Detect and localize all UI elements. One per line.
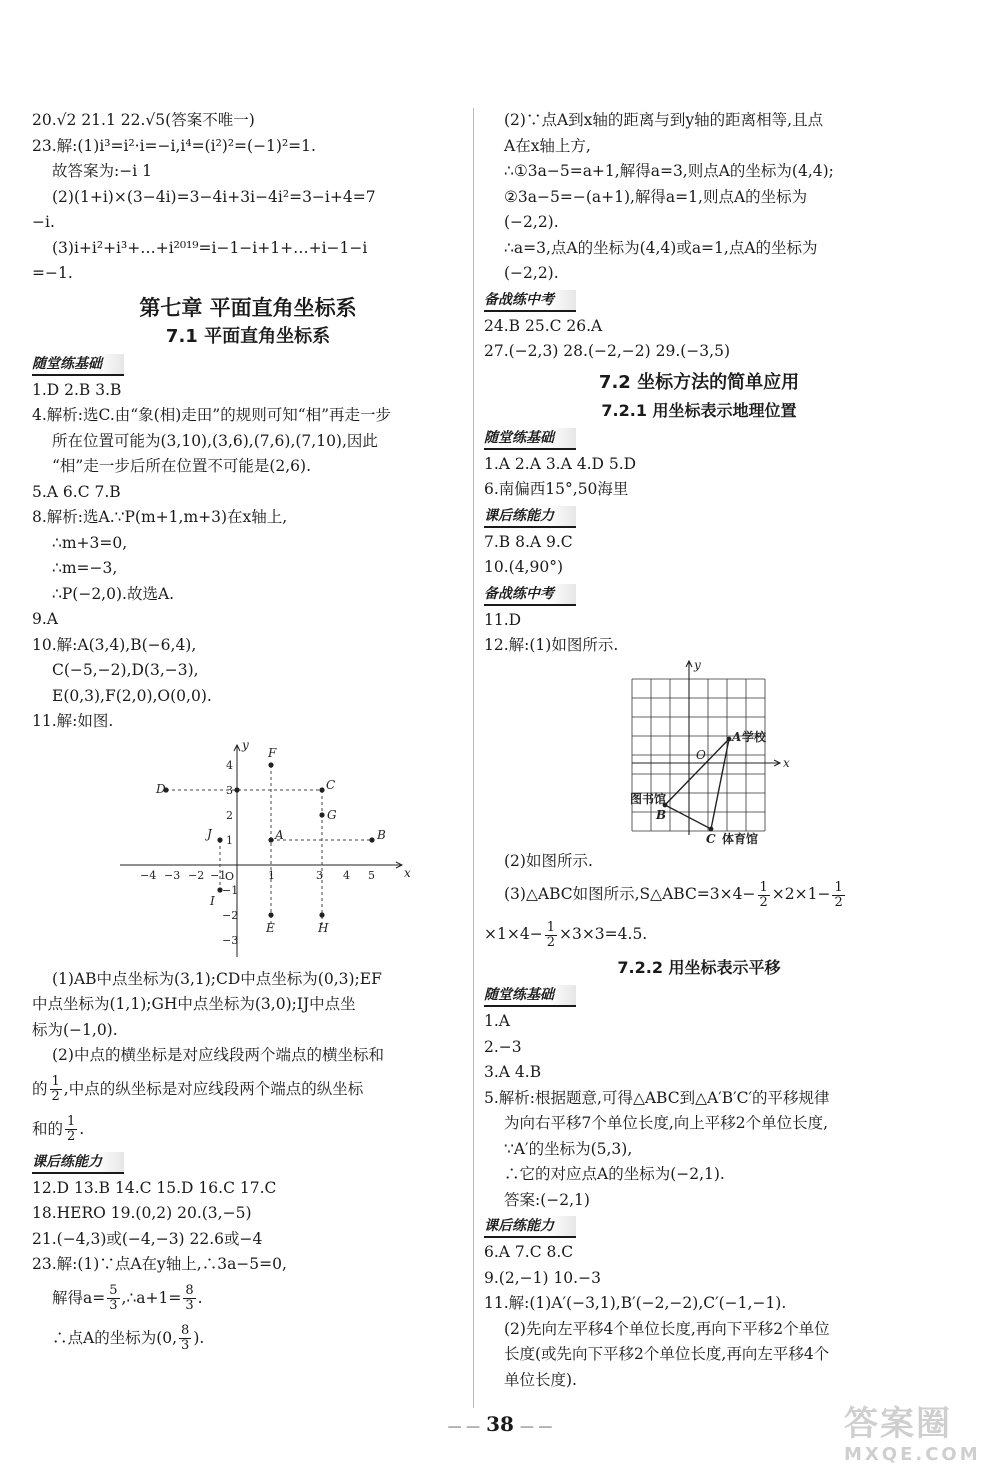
answer-line: 长度(或先向下平移2个单位长度,再向左平移4个 <box>504 1345 830 1363</box>
answer-line: 4.解析:选C.由“象(相)走田”的规则可知“相”再走一步 <box>32 406 392 424</box>
x-tick-label: 5 <box>368 868 375 882</box>
text-run: ). <box>193 1328 205 1347</box>
answer-line: (1)AB中点坐标为(3,1);CD中点坐标为(0,3);EF <box>52 969 382 988</box>
fraction-half <box>832 881 844 910</box>
answer-line: 18.HERO 19.(0,2) 20.(3,−5) <box>32 1204 252 1222</box>
answer-line: ∵A′的坐标为(5,3), <box>504 1139 633 1158</box>
section-tag: 课后练能力 <box>484 1216 576 1238</box>
section-tag: 随堂练基础 <box>484 985 576 1007</box>
point-c <box>319 787 324 792</box>
y-tick-label: 3 <box>226 783 233 797</box>
answer-line: (−2,2). <box>504 213 559 231</box>
decoration: — — <box>519 1419 553 1435</box>
fraction-half <box>50 1075 62 1104</box>
answer-line: 11.D <box>484 610 522 629</box>
answer-line: 21.(−4,3)或(−4,−3) 22.6或−4 <box>32 1229 263 1248</box>
answer-line: =−1. <box>32 264 73 282</box>
x-tick-label: −1 <box>210 868 227 882</box>
answer-line: 23.解:(1)∵点A在y轴上,∴3a−5=0, <box>32 1255 287 1273</box>
answer-line: −i. <box>32 213 55 231</box>
answer-line: “相”走一步后所在位置不可能是(2,6). <box>52 457 312 475</box>
answer-line: 所在位置可能为(3,10),(3,6),(7,6),(7,10),因此 <box>52 431 378 450</box>
watermark-url: MXQE.COM <box>844 1444 981 1465</box>
answer-line: 7.B 8.A 9.C <box>484 532 573 551</box>
subsection-title: 7.2.1 用坐标表示地理位置 <box>601 400 797 420</box>
answer-line: (2)先向左平移4个单位长度,再向下平移2个单位 <box>504 1319 830 1338</box>
point-h <box>319 912 324 917</box>
fraction <box>183 1284 195 1313</box>
answer-line <box>32 1069 464 1109</box>
fraction <box>179 1324 191 1353</box>
column-divider <box>473 108 474 1408</box>
fraction-denominator: 2 <box>546 934 555 950</box>
answer-line: 12.D 13.B 14.C 15.D 16.C 17.C <box>32 1178 277 1197</box>
fraction-denominator: 2 <box>834 894 843 910</box>
watermark-text: 答案圈 <box>844 1404 952 1444</box>
point-c <box>709 826 714 831</box>
answer-line: 标为(−1,0). <box>32 1020 118 1039</box>
answer-line: (2)∵点A到x轴的距离与到y轴的距离相等,且点 <box>504 111 824 129</box>
subsection-title: 7.2.2 用坐标表示平移 <box>617 958 781 977</box>
x-tick-label: −2 <box>188 868 205 882</box>
fraction-denominator: 2 <box>67 1129 76 1144</box>
label-d: D <box>156 781 166 796</box>
page-number-value: 38 <box>486 1412 514 1436</box>
label-gym: 体育馆 <box>722 831 759 846</box>
answer-line: C(−5,−2),D(3,−3), <box>52 661 199 679</box>
text-run: ,∴a+1= <box>121 1288 182 1307</box>
point-e <box>268 912 273 917</box>
label-library: 图书馆 <box>630 791 667 806</box>
point-f <box>268 762 273 767</box>
answer-line: 27.(−2,3) 28.(−2,−2) 29.(−3,5) <box>484 342 730 360</box>
fraction-numerator: 5 <box>109 1283 118 1298</box>
y-tick-label: 2 <box>226 808 233 822</box>
right-column <box>484 108 914 1393</box>
fraction-numerator: 1 <box>759 879 768 895</box>
answer-line: 中点坐标为(1,1);GH中点坐标为(3,0);IJ中点坐 <box>32 995 356 1013</box>
answer-line: 23.解:(1)i³=i²·i=−i,i⁴=(i²)²=(−1)²=1. <box>32 136 316 155</box>
text-run: . <box>197 1288 203 1307</box>
section-title: 7.1 平面直角坐标系 <box>165 325 331 347</box>
answer-line: 3.A 4.B <box>484 1063 542 1081</box>
label-c: C <box>326 777 336 792</box>
y-tick-label: −1 <box>222 883 239 897</box>
answer-line: (3)i+i²+i³+…+i²⁰¹⁹=i−1−i+1+…+i−1−i <box>52 238 368 257</box>
answer-line: 9.(2,−1) 10.−3 <box>484 1268 601 1287</box>
label-f: F <box>268 745 277 760</box>
answer-line: 24.B 25.C 26.A <box>484 316 603 335</box>
text-run: ,中点的纵坐标是对应线段两个端点的纵坐标 <box>63 1079 364 1098</box>
answer-line: 10.解:A(3,4),B(−6,4), <box>32 635 197 654</box>
y-tick-label: 4 <box>226 758 233 772</box>
fraction-denominator: 2 <box>759 894 768 910</box>
answer-line: A在x轴上方, <box>504 136 591 155</box>
point-a <box>268 837 273 842</box>
answer-line: 8.解析:选A.∵P(m+1,m+3)在x轴上, <box>32 508 288 526</box>
answer-line: (2)中点的横坐标是对应线段两个端点的横坐标和 <box>52 1046 384 1064</box>
fraction-half <box>758 881 770 910</box>
map-grid-figure <box>484 659 914 849</box>
watermark-logo <box>844 1404 994 1474</box>
x-tick-label: 1 <box>268 868 275 882</box>
chapter-title: 第七章 平面直角坐标系 <box>139 295 357 320</box>
answer-line: 10.(4,90°) <box>484 558 564 576</box>
fraction-half <box>545 921 557 950</box>
answer-line: 答案:(−2,1) <box>504 1190 590 1209</box>
label-a: A <box>732 729 742 744</box>
y-tick-label: −2 <box>222 908 239 922</box>
fraction-numerator: 8 <box>185 1283 194 1298</box>
text-run: 的 <box>32 1079 48 1098</box>
fraction-denominator: 2 <box>51 1089 60 1104</box>
answer-line: 5.解析:根据题意,可得△ABC到△A′B′C′的平移规律 <box>484 1088 830 1107</box>
answer-line: 6.南偏西15°,50海里 <box>484 480 629 498</box>
answer-line <box>484 874 914 914</box>
origin-label: O <box>225 869 235 883</box>
text-run: . <box>79 1119 85 1138</box>
section-title: 7.2 坐标方法的简单应用 <box>598 371 800 393</box>
section-tag: 备战练中考 <box>484 584 576 606</box>
point-a <box>727 736 732 741</box>
fraction-denominator: 3 <box>185 1298 194 1313</box>
x-tick-label: 3 <box>316 868 323 882</box>
answer-line: ②3a−5=−(a+1),解得a=1,则点A的坐标为 <box>504 187 808 206</box>
label-b: B <box>656 807 667 822</box>
decoration: — — <box>447 1419 481 1435</box>
y-axis-label: y <box>694 658 701 672</box>
fraction-numerator: 1 <box>834 879 843 895</box>
answer-line: E(0,3),F(2,0),O(0,0). <box>52 686 212 705</box>
answer-line: (2)如图所示. <box>504 851 593 870</box>
text-run: ×1×4− <box>484 925 543 943</box>
point-e-axis <box>234 787 239 792</box>
x-tick-label: 4 <box>343 868 350 882</box>
coordinate-figure-1 <box>32 735 464 967</box>
text-run: ×2×1− <box>771 885 831 903</box>
answer-line: ∴m+3=0, <box>52 533 128 552</box>
answer-line: 1.D 2.B 3.B <box>32 380 122 399</box>
answer-line: 11.解:(1)A′(−3,1),B′(−2,−2),C′(−1,−1). <box>484 1294 787 1312</box>
section-tag: 备战练中考 <box>484 290 576 312</box>
answer-line: ∴P(−2,0).故选A. <box>52 584 175 603</box>
answer-line: ∴①3a−5=a+1,解得a=3,则点A的坐标为(4,4); <box>504 162 834 180</box>
left-column <box>32 108 464 1358</box>
section-tag: 随堂练基础 <box>32 354 124 376</box>
y-tick-label: −3 <box>222 933 239 947</box>
answer-line: 5.A 6.C 7.B <box>32 482 121 501</box>
answer-line: 单位长度). <box>504 1370 577 1389</box>
x-axis-label: x <box>404 865 411 880</box>
x-tick-label: −4 <box>140 868 157 882</box>
answer-line: 9.A <box>32 610 58 628</box>
label-g: G <box>327 807 337 822</box>
x-axis-label: x <box>783 755 790 770</box>
point-j <box>217 837 222 842</box>
point-g <box>319 812 324 817</box>
fraction-half <box>65 1115 77 1144</box>
answer-line: 1.A <box>484 1012 510 1030</box>
fraction-numerator: 8 <box>181 1323 190 1338</box>
answer-line: 11.解:如图. <box>32 712 114 730</box>
answer-line: (−2,2). <box>504 264 559 282</box>
answer-line <box>32 1278 464 1318</box>
fraction-numerator: 1 <box>51 1074 60 1089</box>
point-b <box>369 837 374 842</box>
text-run: ×3×3=4.5. <box>558 925 648 943</box>
fraction-numerator: 1 <box>546 919 555 935</box>
answer-line: 20.√2 21.1 22.√5(答案不唯一) <box>32 111 255 129</box>
answer-line: 2.−3 <box>484 1037 522 1056</box>
answer-line: ∴它的对应点A的坐标为(−2,1). <box>504 1165 725 1183</box>
label-b: B <box>377 827 386 842</box>
answer-line: 故答案为:−i 1 <box>52 162 152 180</box>
answer-line: (2)(1+i)×(3−4i)=3−4i+3i−4i²=3−i+4=7 <box>52 187 376 206</box>
text-run: 和的 <box>32 1119 64 1138</box>
label-c: C <box>706 831 716 846</box>
y-axis-label: y <box>242 737 249 752</box>
text-run: ∴点A的坐标为(0, <box>52 1328 178 1347</box>
label-h: H <box>318 920 329 935</box>
answer-line: 12.解:(1)如图所示. <box>484 636 619 654</box>
section-tag: 课后练能力 <box>484 506 576 528</box>
section-tag: 课后练能力 <box>32 1152 124 1174</box>
label-school: 学校 <box>742 729 767 744</box>
label-e: E <box>266 920 275 935</box>
fraction-denominator: 3 <box>109 1298 118 1313</box>
label-j: J <box>207 826 212 841</box>
answer-line <box>32 1109 464 1149</box>
answer-line: ∴m=−3, <box>52 559 118 577</box>
label-a: A <box>275 827 284 842</box>
x-tick-label: −3 <box>164 868 181 882</box>
answer-line: 为向右平移7个单位长度,向上平移2个单位长度, <box>504 1114 829 1132</box>
label-i: I <box>210 893 215 908</box>
text-run: (3)△ABC如图所示,S△ABC=3×4− <box>504 885 756 903</box>
answer-line: 1.A 2.A 3.A 4.D 5.D <box>484 454 637 473</box>
section-tag: 随堂练基础 <box>484 428 576 450</box>
y-tick-label: 1 <box>226 833 233 847</box>
answer-line: ∴a=3,点A的坐标为(4,4)或a=1,点A的坐标为 <box>504 238 818 257</box>
answer-line: 6.A 7.C 8.C <box>484 1243 574 1261</box>
fraction-numerator: 1 <box>67 1114 76 1129</box>
text-run: 解得a= <box>52 1288 106 1307</box>
fraction-denominator: 3 <box>181 1338 190 1353</box>
answer-line <box>32 1318 464 1358</box>
answer-line <box>484 914 914 954</box>
origin-label: O <box>696 747 706 762</box>
fraction <box>107 1284 119 1313</box>
